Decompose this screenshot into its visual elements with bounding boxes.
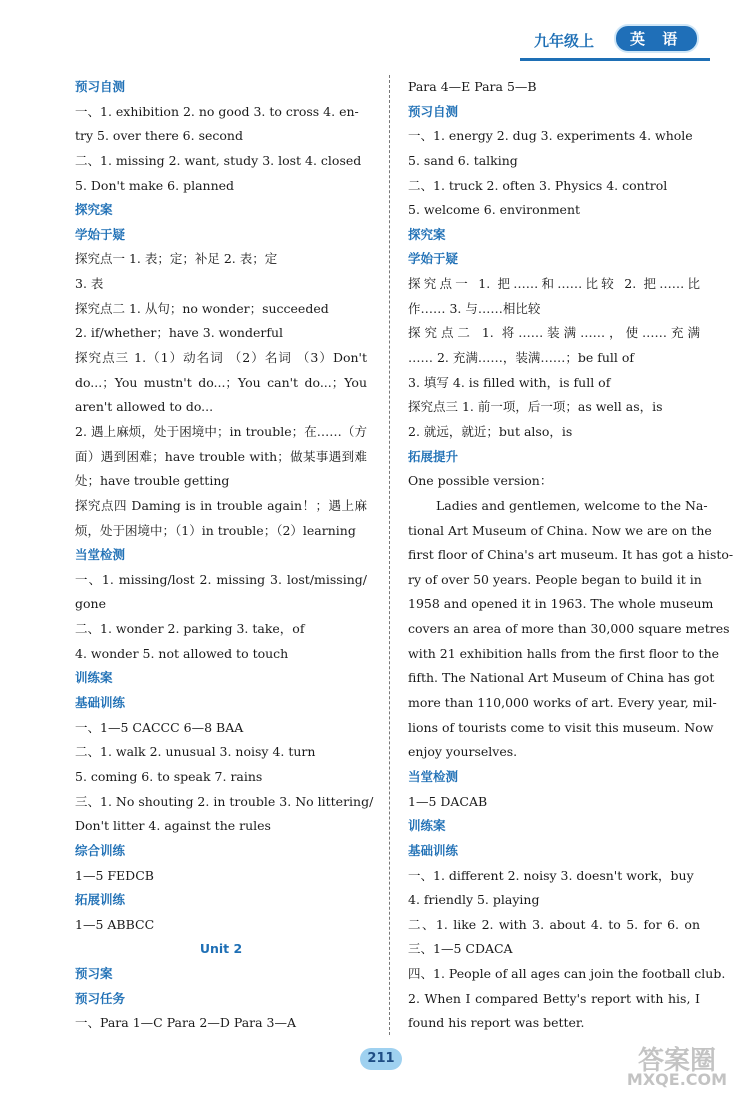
answer-line: 5. coming 6. to speak 7. rains [75,768,263,784]
answer-line: 探究点三 1. 前一项，后一项；as well as，is [408,399,663,415]
answer-line: 一、1. exhibition 2. no good 3. to cross 4. en- [75,103,359,119]
answer-line: 二、1. truck 2. often 3. Physics 4. control [408,177,668,193]
answer-line: 4. friendly 5. playing [408,892,540,908]
header-rule [520,58,710,61]
answer-line: gone [75,596,106,612]
section-heading: 预习任务 [75,990,126,1006]
answer-line: …… 2. 充满……，装满……；be full of [408,350,635,366]
answer-line: first floor of China's art museum. It has got a histo- [408,547,734,563]
answer-line: 5. welcome 6. environment [408,202,581,218]
answer-line: lions of tourists come to visit this museum. Now [408,719,714,735]
grade-label: 九年级上 [534,32,595,50]
answer-line: 探究点二 1. 从句；no wonder；succeeded [75,300,329,316]
section-heading: 预习案 [75,966,113,982]
section-heading: 当堂检测 [408,768,459,784]
answer-line: 二、1. wonder 2. parking 3. take，of [75,621,305,637]
answer-line: 1958 and opened it in 1963. The whole museum [408,596,714,612]
left-column [75,75,374,1036]
answer-line: 探究点四 Daming is in trouble again！；遇上麻 [75,497,367,513]
answer-line: 处；have trouble getting [75,473,230,489]
answer-line: One possible version： [408,473,553,489]
watermark-text: 答案圈 [637,1046,716,1076]
section-heading: 学始于疑 [75,226,126,242]
answer-line: 二、1. missing 2. want, study 3. lost 4. closed [75,152,362,168]
answer-line: ry of over 50 years. People began to build it in [408,571,702,587]
answer-line: tional Art Museum of China. Now we are on the [408,522,712,538]
section-heading: 训练案 [408,818,446,834]
section-heading: 基础训练 [408,842,459,858]
answer-line: 4. wonder 5. not allowed to touch [75,645,289,661]
watermark-logo [612,1040,742,1092]
answer-line: 一、1. different 2. noisy 3. doesn't work，buy [408,867,694,883]
answer-line: 1—5 ABBCC [75,916,155,932]
answer-line: do...；You mustn't do...；You can't do...；You [75,374,367,390]
section-heading: 基础训练 [75,695,126,711]
answer-line: fifth. The National Art Museum of China has got [408,670,715,686]
answer-line: 5. Don't make 6. planned [75,177,235,193]
watermark-url: MXQE.COM [626,1070,728,1089]
section-heading: 拓展提升 [408,448,459,464]
answer-line: 2. 遇上麻烦，处于困境中；in trouble；在……（方 [75,423,367,439]
answer-line: 一、Para 1—C Para 2—D Para 3—A [75,1015,297,1031]
answer-line: with 21 exhibition halls from the first floor to the [408,645,720,661]
answer-line: 三、1—5 CDACA [408,941,513,957]
answer-line: 探究点三 1.（1）动名词 （2）名词 （3）Don't [75,350,367,366]
answer-line: 5. sand 6. talking [408,152,518,168]
section-heading: 探究案 [408,226,446,242]
answer-line: 2. 就远，就近；but also，is [408,423,573,439]
section-heading: Unit 2 [199,941,243,957]
answer-line: 2. When I compared Betty's report with his, I [408,990,700,1006]
section-heading: 训练案 [75,670,113,686]
right-column [408,75,734,1036]
answer-line: found his report was better. [408,1015,585,1031]
answer-line: enjoy yourselves. [408,744,518,760]
answer-line: Ladies and gentlemen, welcome to the Na- [436,497,708,513]
section-heading: 探究案 [75,202,113,218]
answer-line: covers an area of more than 30,000 square metres [408,621,730,637]
answer-line: 烦，处于困境中；（1）in trouble；（2）learning [75,522,356,538]
answer-line: 探究点二 1. 将……装满……，使……充满 [408,325,700,341]
column-divider [389,75,390,1035]
answer-line: 1—5 DACAB [408,793,488,809]
answer-line: 3. 填写 4. is filled with，is full of [408,374,611,390]
answer-line: 作…… 3. 与……相比较 [408,300,541,316]
section-heading: 拓展训练 [75,892,126,908]
answer-line: 一、1—5 CACCC 6—8 BAA [75,719,244,735]
page-header [520,22,720,62]
section-heading: 预习自测 [408,103,459,119]
answer-line: 一、1. energy 2. dug 3. experiments 4. whole [408,128,693,144]
answer-line: 2. if/whether；have 3. wonderful [75,325,283,341]
answer-line: Don't litter 4. against the rules [75,818,271,834]
answer-line: 1—5 FEDCB [75,867,154,883]
answer-line: 一、1. missing/lost 2. missing 3. lost/missing/ [75,571,367,587]
subject-badge: 英 语 [616,26,697,51]
answer-line: 探究点一 1. 表；定；补足 2. 表；定 [75,251,278,267]
answer-line: 四、1. People of all ages can join the football club. [408,966,726,982]
answer-line: 3. 表 [75,276,104,292]
answer-line: 面）遇到困难；have trouble with；做某事遇到难 [75,448,367,464]
answer-line: 三、1. No shouting 2. in trouble 3. No littering/ [75,793,374,809]
page-number: 211 [360,1048,402,1070]
section-heading: 当堂检测 [75,547,126,563]
answer-line: Para 4—E Para 5—B [408,79,537,94]
answer-line: 探究点一 1. 把……和……比较 2. 把……比 [408,276,700,292]
answer-line: 二、1. walk 2. unusual 3. noisy 4. turn [75,744,316,760]
section-heading: 学始于疑 [408,251,459,267]
section-heading: 综合训练 [75,842,126,858]
answer-line: more than 110,000 works of art. Every year, mil- [408,695,717,711]
answer-line: 二、1. like 2. with 3. about 4. to 5. for 6. on [408,916,700,932]
section-heading: 预习自测 [75,79,126,94]
answer-line: try 5. over there 6. second [75,128,243,144]
answer-line: aren't allowed to do... [75,399,214,415]
